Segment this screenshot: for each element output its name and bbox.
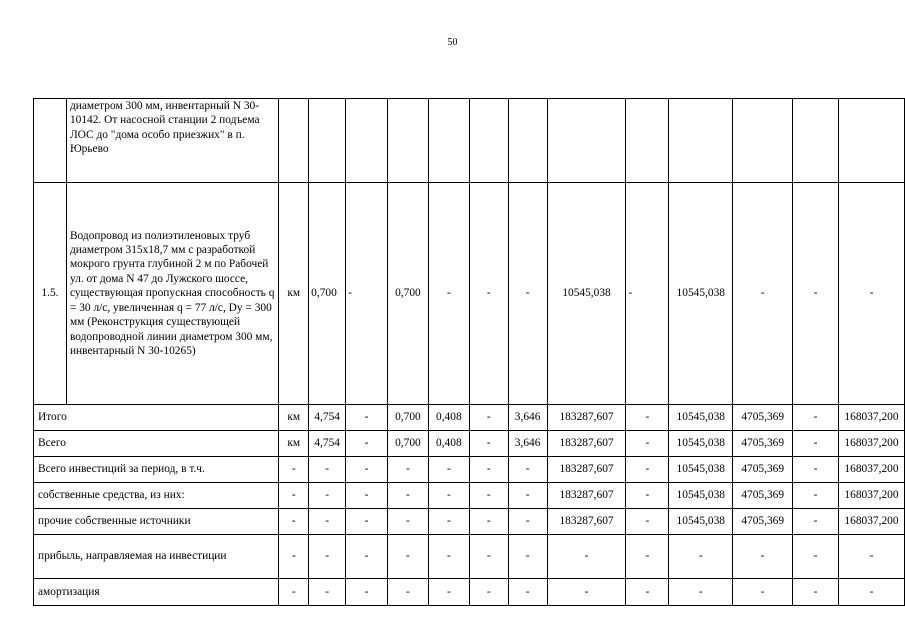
value-cell: - bbox=[508, 183, 547, 405]
value-cell: - bbox=[346, 457, 388, 483]
value-cell: - bbox=[793, 535, 839, 579]
value-cell: - bbox=[793, 579, 839, 606]
value-cell: - bbox=[309, 579, 346, 606]
value-cell: - bbox=[346, 579, 388, 606]
value-cell: - bbox=[838, 579, 904, 606]
value-cell: 0,408 bbox=[428, 431, 469, 457]
value-cell: - bbox=[279, 579, 309, 606]
value-cell: 4,754 bbox=[309, 431, 346, 457]
value-cell: 0,408 bbox=[428, 405, 469, 431]
value-cell: - bbox=[508, 535, 547, 579]
item-row-1-5 bbox=[34, 183, 905, 405]
value-cell: 183287,607 bbox=[547, 405, 626, 431]
value-cell: - bbox=[733, 579, 793, 606]
value-cell: км bbox=[279, 405, 309, 431]
value-cell: 0,700 bbox=[387, 431, 428, 457]
value-cell: 4705,369 bbox=[733, 405, 793, 431]
value-cell: - bbox=[838, 535, 904, 579]
value-cell: 4705,369 bbox=[733, 431, 793, 457]
value-cell: - bbox=[508, 579, 547, 606]
value-cell: 183287,607 bbox=[547, 431, 626, 457]
summary-row-itogo bbox=[34, 405, 905, 431]
value-cell: 0,700 bbox=[309, 183, 346, 405]
value-cell: 10545,038 bbox=[669, 457, 733, 483]
value-cell: - bbox=[346, 535, 388, 579]
value-cell: - bbox=[428, 579, 469, 606]
summary-label: прочие собственные источники bbox=[34, 509, 279, 535]
value-cell: - bbox=[626, 509, 669, 535]
value-cell: - bbox=[428, 183, 469, 405]
value-cell: - bbox=[387, 457, 428, 483]
unit-cell: км bbox=[279, 183, 309, 405]
value-cell: - bbox=[469, 457, 508, 483]
item-number-cell bbox=[34, 99, 67, 183]
value-cell: - bbox=[547, 579, 626, 606]
value-cell: 10545,038 bbox=[669, 183, 733, 405]
value-cell: - bbox=[626, 405, 669, 431]
value-cell: - bbox=[309, 535, 346, 579]
value-cell: - bbox=[669, 579, 733, 606]
value-cell: - bbox=[469, 509, 508, 535]
value-cell: - bbox=[387, 535, 428, 579]
value-cell: - bbox=[279, 457, 309, 483]
value-cell: 10545,038 bbox=[669, 405, 733, 431]
value-cell: 3,646 bbox=[508, 405, 547, 431]
value-cell: - bbox=[309, 509, 346, 535]
value-cell: - bbox=[469, 183, 508, 405]
value-cell: - bbox=[626, 183, 669, 405]
value-cell: - bbox=[626, 457, 669, 483]
value-cell: 183287,607 bbox=[547, 483, 626, 509]
value-cell: - bbox=[469, 579, 508, 606]
value-cell: - bbox=[508, 509, 547, 535]
summary-label: Всего инвестиций за период, в т.ч. bbox=[34, 457, 279, 483]
value-cell: - bbox=[387, 483, 428, 509]
value-cell: - bbox=[508, 483, 547, 509]
value-cell: - bbox=[428, 535, 469, 579]
value-cell: - bbox=[279, 509, 309, 535]
value-cell: 10545,038 bbox=[669, 483, 733, 509]
summary-row-vsego bbox=[34, 431, 905, 457]
summary-label: Итого bbox=[34, 405, 279, 431]
value-cell: - bbox=[469, 405, 508, 431]
value-cell: 168037,200 bbox=[838, 431, 904, 457]
value-cell: 4705,369 bbox=[733, 457, 793, 483]
summary-row-own-funds bbox=[34, 483, 905, 509]
value-cell: - bbox=[733, 535, 793, 579]
value-cell: 10545,038 bbox=[669, 509, 733, 535]
value-cell: 168037,200 bbox=[838, 405, 904, 431]
value-cell: - bbox=[279, 535, 309, 579]
description-cell: Водопровод из полиэтиленовых труб диаметром 315x18,7 мм с разработкой мокрого грунта глубиной 2 м по Рабочей ул. от дома N 47 до Лужского шоссе, существующая пропускная способность q = 30 л/с, увеличенная q = 77 л/с, Dy = 300 мм (Реконструкция существующей водопроводной линии диаметром 300 мм, инвентарный N 30-10265) bbox=[66, 183, 278, 405]
summary-row-total-investment bbox=[34, 457, 905, 483]
value-cell: - bbox=[793, 405, 839, 431]
value-cell: - bbox=[793, 457, 839, 483]
value-cell: 10545,038 bbox=[547, 183, 626, 405]
value-cell: - bbox=[626, 579, 669, 606]
value-cell: - bbox=[309, 457, 346, 483]
value-cell: - bbox=[469, 431, 508, 457]
value-cell: - bbox=[469, 483, 508, 509]
value-cell: 168037,200 bbox=[838, 457, 904, 483]
summary-label: собственные средства, из них: bbox=[34, 483, 279, 509]
value-cell: - bbox=[346, 431, 388, 457]
value-cell: - bbox=[428, 457, 469, 483]
continuation-row bbox=[34, 99, 905, 183]
value-cell: км bbox=[279, 431, 309, 457]
value-cell: 183287,607 bbox=[547, 509, 626, 535]
value-cell: - bbox=[733, 183, 793, 405]
value-cell: - bbox=[309, 483, 346, 509]
value-cell: - bbox=[346, 183, 388, 405]
value-cell: - bbox=[626, 535, 669, 579]
value-cell: - bbox=[626, 483, 669, 509]
value-cell: - bbox=[346, 509, 388, 535]
page-number: 50 bbox=[447, 37, 458, 48]
value-cell: 0,700 bbox=[387, 183, 428, 405]
value-cell: 10545,038 bbox=[669, 431, 733, 457]
value-cell: 4,754 bbox=[309, 405, 346, 431]
value-cell: - bbox=[547, 535, 626, 579]
value-cell: - bbox=[469, 535, 508, 579]
value-cell: 183287,607 bbox=[547, 457, 626, 483]
value-cell: - bbox=[387, 579, 428, 606]
summary-label: Всего bbox=[34, 431, 279, 457]
item-number-cell: 1.5. bbox=[34, 183, 67, 405]
value-cell: - bbox=[626, 431, 669, 457]
value-cell: - bbox=[793, 431, 839, 457]
value-cell: 0,700 bbox=[387, 405, 428, 431]
value-cell: 4705,369 bbox=[733, 509, 793, 535]
value-cell: - bbox=[793, 183, 839, 405]
summary-row-depreciation bbox=[34, 579, 905, 606]
value-cell: - bbox=[428, 483, 469, 509]
value-cell: 4705,369 bbox=[733, 483, 793, 509]
value-cell: 168037,200 bbox=[838, 483, 904, 509]
value-cell: - bbox=[838, 183, 904, 405]
value-cell: - bbox=[387, 509, 428, 535]
value-cell: - bbox=[279, 483, 309, 509]
description-cell: диаметром 300 мм, инвентарный N 30-10142. От насосной станции 2 подъема ЛОС до "дома особо приезжих" в п. Юрьево bbox=[66, 99, 278, 183]
summary-row-profit bbox=[34, 535, 905, 579]
value-cell: - bbox=[793, 483, 839, 509]
value-cell: - bbox=[346, 483, 388, 509]
summary-label: амортизация bbox=[34, 579, 279, 606]
value-cell: - bbox=[669, 535, 733, 579]
summary-row-other-sources bbox=[34, 509, 905, 535]
summary-label: прибыль, направляемая на инвестиции bbox=[34, 535, 279, 579]
value-cell: - bbox=[793, 509, 839, 535]
value-cell: - bbox=[508, 457, 547, 483]
investment-table bbox=[33, 98, 905, 606]
value-cell: 3,646 bbox=[508, 431, 547, 457]
value-cell: - bbox=[346, 405, 388, 431]
value-cell: 168037,200 bbox=[838, 509, 904, 535]
value-cell: - bbox=[428, 509, 469, 535]
